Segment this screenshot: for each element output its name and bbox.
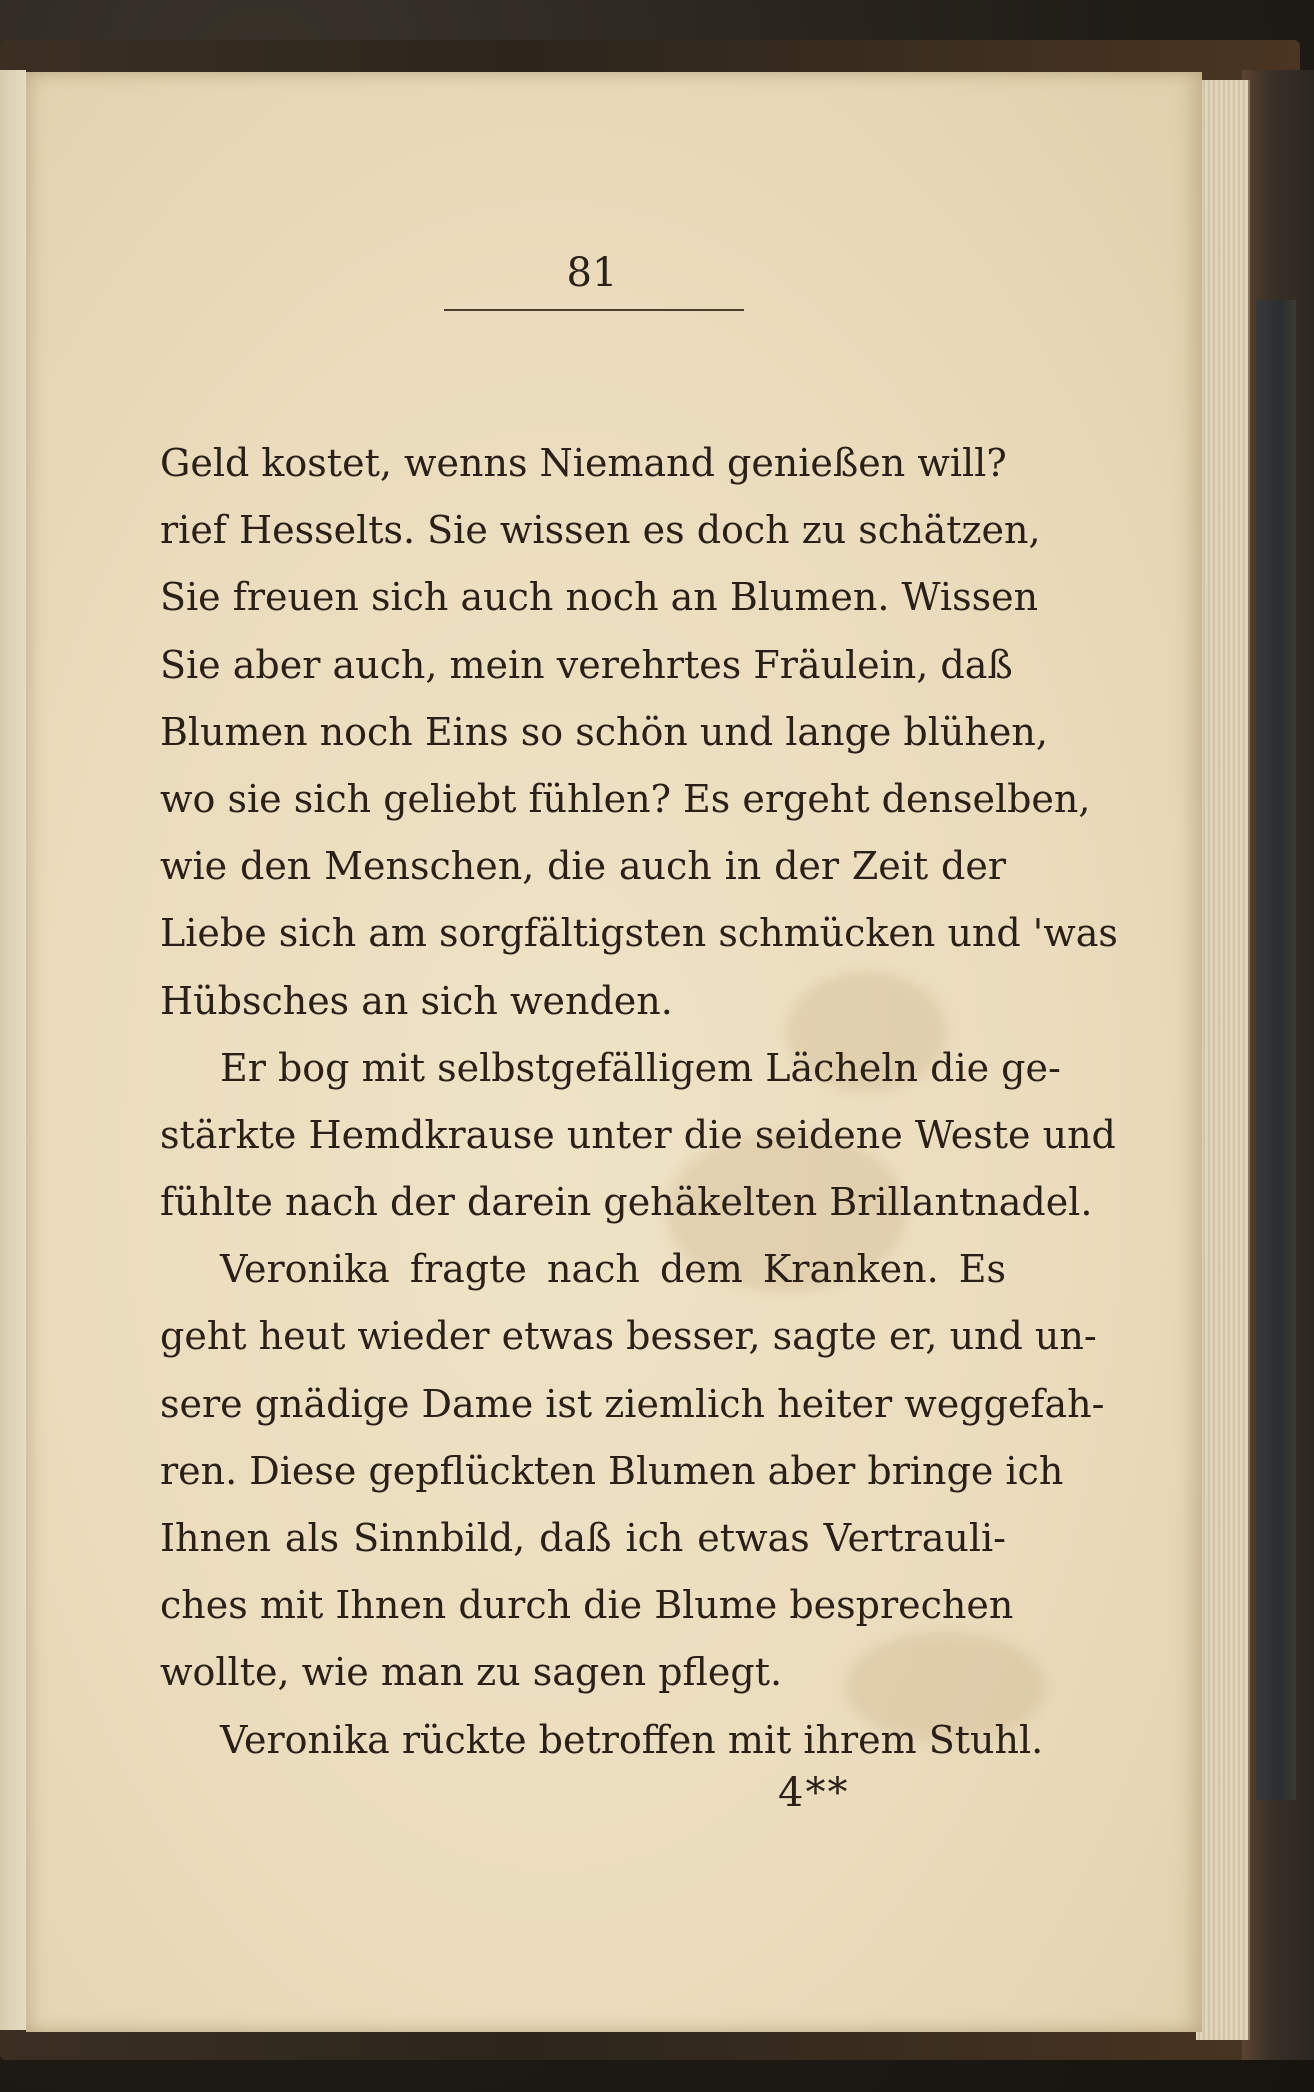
printer-signature: 4**: [778, 1770, 850, 1816]
text-line: stärkte Hemdkrause unter die seidene Weste und: [160, 1112, 1116, 1157]
text-line: wie den Menschen, die auch in der Zeit der: [160, 844, 1006, 889]
text-line: fühlte nach der darein gehäkelten Brillantnadel.: [160, 1180, 1093, 1225]
text-line: wollte, wie man zu sagen pflegt.: [160, 1650, 783, 1695]
text-line: geht heut wieder etwas besser, sagte er, und un-: [160, 1314, 1097, 1359]
header-rule: [444, 309, 744, 311]
text-line: ches mit Ihnen durch die Blume besprechen: [160, 1583, 1014, 1628]
text-line: Blumen noch Eins so schön und lange blühen,: [160, 709, 1048, 754]
text-line: ren. Diese gepflückten Blumen aber bringe ich: [160, 1448, 1064, 1493]
text-line: Er bog mit selbstgefälligem Lächeln die ge-: [220, 1045, 1061, 1090]
facing-page-edge: [0, 70, 26, 2030]
text-line: wo sie sich geliebt fühlen? Es ergeht denselben,: [160, 776, 1091, 821]
book-page: [26, 72, 1202, 2032]
body-text: [160, 430, 1118, 1774]
text-line: Veronika rückte betroffen mit ihrem Stuhl.: [220, 1717, 1044, 1762]
text-line: Sie freuen sich auch noch an Blumen. Wissen: [160, 575, 1039, 620]
text-line: Liebe sich am sorgfältigsten schmücken und 'was: [160, 911, 1118, 956]
cover-edge-strip: [1256, 300, 1296, 1800]
text-line: Geld kostet, wenns Niemand genießen will?: [160, 441, 1007, 485]
text-line: sere gnädige Dame ist ziemlich heiter weggefah-: [160, 1381, 1105, 1426]
text-line: Hübsches an sich wenden.: [160, 978, 673, 1023]
text-line: rief Hesselts. Sie wissen es doch zu schätzen,: [160, 508, 1041, 553]
page-number: 81: [566, 250, 618, 296]
text-line: Veronika fragte nach dem Kranken. Es: [220, 1247, 1006, 1292]
page-edges: [1196, 80, 1250, 2040]
text-line: Ihnen als Sinnbild, daß ich etwas Vertrauli-: [160, 1516, 1006, 1560]
text-line: Sie aber auch, mein verehrtes Fräulein, daß: [160, 642, 1013, 687]
